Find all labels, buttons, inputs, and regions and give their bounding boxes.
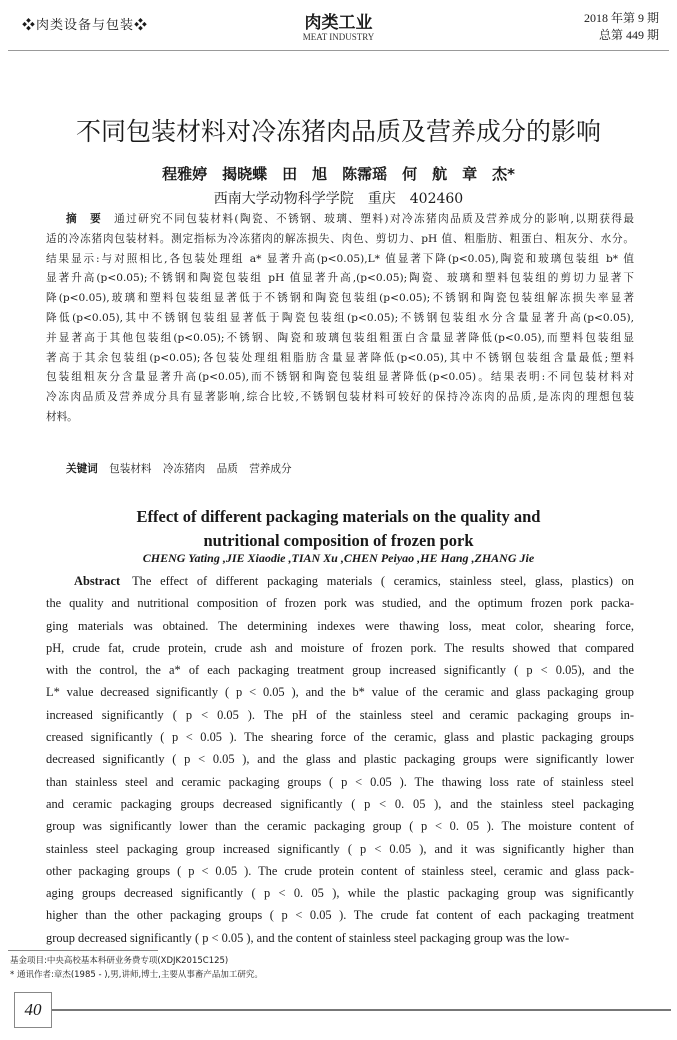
abstract-line: [46, 815, 634, 837]
abstract-line: [46, 904, 634, 926]
abstract-text: 材料。: [46, 410, 78, 423]
abstract-text: other packaging groups ( p < 0.05 ). The crude protein content of stainless steel, ceramic and glass pack-: [46, 863, 634, 878]
abstract-text: aging groups decreased significantly ( p < 0. 05 ), while the plastic packaging group was significantly: [46, 886, 634, 901]
abstract-text: higher than the other packaging groups ( p < 0.05 ). The crude fat content of each packaging treatment: [46, 908, 634, 923]
abstract-text: creased significantly ( p < 0.05 ). The shearing force of the ceramic, glass and plastic packaging groups: [46, 730, 634, 745]
footnote-rule: [8, 950, 158, 951]
keywords: [66, 461, 292, 476]
paper-title: 不同包装材料对冷冻猪肉品质及营养成分的影响: [75, 117, 601, 146]
abstract-text: ging materials was obtained. The determining indexes were thawing loss, meat color, shearing force,: [46, 618, 634, 633]
abstract-line: [46, 230, 634, 250]
abstract-line: [46, 388, 634, 408]
keyword: 冷冻猪肉: [162, 463, 206, 475]
issue-number: 2018 年第 9 期: [583, 11, 659, 25]
english-title-line: Effect of different packaging materials on the quality and: [136, 507, 541, 526]
keyword: 品质: [216, 463, 238, 475]
abstract-text: 显著升高(p<0.05);不锈钢和陶瓷包装组 pH 值显著升高,(p<0.05);陶瓷、玻璃和塑料包装组的剪切力显著下: [46, 272, 634, 285]
abstract-line: [46, 289, 634, 309]
funding-note: 基金项目:中央高校基本科研业务费专项(XDJK2015C125): [10, 956, 229, 966]
abstract-line: [46, 927, 634, 949]
abstract-line: [46, 860, 634, 882]
abstract-line: [46, 329, 634, 349]
english-authors: CHENG Yating ,JIE Xiaodie ,TIAN Xu ,CHEN Peiyao ,HE Hang ,ZHANG Jie: [142, 551, 535, 565]
abstract-label: Abstract: [74, 574, 121, 588]
abstract-line: [46, 748, 634, 770]
abstract-line: [46, 408, 634, 428]
abstract-line: [46, 726, 634, 748]
abstract-line: [46, 309, 634, 329]
abstract-line: [46, 771, 634, 793]
abstract-text: stainless steel packaging group increased significantly ( p < 0.05 ), and it was significantly higher than: [46, 841, 634, 856]
english-title-line: nutritional composition of frozen pork: [203, 531, 474, 550]
abstract-text: 通过研究不同包装材料(陶瓷、不锈钢、玻璃、塑料)对冷冻猪肉品质及营养成分的影响,以期获得最: [114, 213, 634, 225]
total-issue: 总第 449 期: [598, 28, 659, 42]
abstract-text: the quality and nutritional composition of frozen pork was studied, and the optimum frozen pork packa-: [46, 596, 634, 611]
english-title: [0, 505, 677, 553]
footnotes: [10, 954, 263, 982]
abstract-text: 降(p<0.05),玻璃和塑料包装组显著低于不锈钢和陶瓷包装组(p<0.05);不锈钢和陶瓷包装组解冻损失率显著: [46, 292, 634, 305]
corresponding-author-note: * 通讯作者:章杰(1985 - ),男,讲师,博士,主要从事畜产品加工研究。: [10, 970, 263, 980]
english-abstract: [46, 570, 634, 949]
abstract-text: 并显著高于其他包装组(p<0.05);不锈钢、陶瓷和玻璃包装组粗蛋白含量显著降低(p<0.05),而塑料包装组显: [46, 331, 634, 344]
abstract-line: [46, 349, 634, 369]
issue-info: [584, 10, 659, 44]
journal-logo: 肉类工业: [304, 13, 373, 33]
abstract-text: 著高于其余包装组(p<0.05);各包装处理组粗脂肪含量显著降低(p<0.05),其中不锈钢包装组含量最低;塑料: [46, 351, 634, 364]
footer-rule: [52, 1009, 671, 1011]
abstract-text: with the control, the a* of each packaging treatment group increased significantly ( p < 0.05), and the: [46, 663, 634, 678]
abstract-text: and ceramic packaging groups decreased significantly ( p < 0. 05 ), and the stainless steel packaging: [46, 796, 634, 811]
abstract-text: group was significantly lower than the ceramic packaging group ( p < 0. 05 ). The moisture content of: [46, 819, 634, 834]
abstract-text: The effect of different packaging materials ( ceramics, stainless steel, glass, plastics) on: [132, 574, 634, 588]
abstract-line: [46, 838, 634, 860]
abstract-text: group decreased significantly ( p < 0.05 ), and the content of stainless steel packaging group was the low-: [46, 930, 570, 945]
abstract-text: 结果显示:与对照相比,各包装处理组 a* 显著升高(p<0.05),L* 值显著下降(p<0.05),陶瓷和玻璃包装组 b* 值: [46, 252, 634, 265]
abstract-line: [46, 269, 634, 289]
section-label: ❖肉类设备与包装❖: [22, 18, 149, 33]
abstract-label: 摘 要: [66, 213, 103, 225]
abstract-line: [46, 882, 634, 904]
chinese-abstract: [46, 210, 634, 428]
abstract-text: increased significantly ( p < 0.05 ). The pH of the stainless steel and ceramic packaging groups in-: [46, 707, 634, 722]
abstract-line: [46, 615, 634, 637]
authors: 程雅婷 揭晓蝶 田 旭 陈霈瑶 何 航 章 杰*: [162, 165, 515, 183]
header-rule: [8, 50, 669, 51]
keyword: 包装材料: [109, 463, 152, 475]
abstract-text: 适的冷冻猪肉包装材料。测定指标为冷冻猪肉的解冻损失、肉色、剪切力、pH 值、粗脂肪、粗蛋白、粗灰分、水分。: [46, 232, 634, 245]
abstract-line: [46, 793, 634, 815]
affiliation: 西南大学动物科学学院 重庆 402460: [213, 191, 464, 207]
abstract-text: decreased significantly ( p < 0.05 ), and the glass and plastic packaging groups were significantly lower: [46, 752, 634, 767]
page-number: 40: [14, 992, 52, 1028]
abstract-line: [46, 592, 634, 614]
abstract-line: [46, 570, 634, 592]
abstract-text: 冷冻肉品质及营养成分具有显著影响,综合比较,不锈钢包装材料可较好的保持冷冻肉的品质,是冻肉的理想包装: [46, 391, 634, 404]
abstract-line: [46, 368, 634, 388]
abstract-line: [46, 210, 634, 230]
keywords-label: 关键词: [66, 463, 98, 475]
abstract-line: [46, 637, 634, 659]
abstract-text: 降低(p<0.05),其中不锈钢包装组显著低于陶瓷包装组(p<0.05);不锈钢包装组水分含量显著升高(p<0.05),: [46, 311, 634, 324]
journal-name: MEAT INDUSTRY: [302, 32, 375, 42]
keyword: 营养成分: [249, 463, 292, 475]
abstract-text: pH, crude fat, crude protein, crude ash and moisture of frozen pork. The results showed that compared: [46, 640, 634, 655]
abstract-text: 包装组粗灰分含量显著升高(p<0.05),而不锈钢和陶瓷包装组显著降低(p<0.05)。结果表明:不同包装材料对: [46, 371, 634, 384]
abstract-line: [46, 681, 634, 703]
abstract-line: [46, 659, 634, 681]
abstract-line: [46, 704, 634, 726]
abstract-line: [46, 250, 634, 270]
abstract-text: than stainless steel and ceramic packaging groups ( p < 0.05 ). The thawing loss rate of stainless steel: [46, 774, 634, 789]
abstract-text: L* value decreased significantly ( p < 0.05 ), and the b* value of the ceramic and glass packaging group: [46, 685, 634, 700]
